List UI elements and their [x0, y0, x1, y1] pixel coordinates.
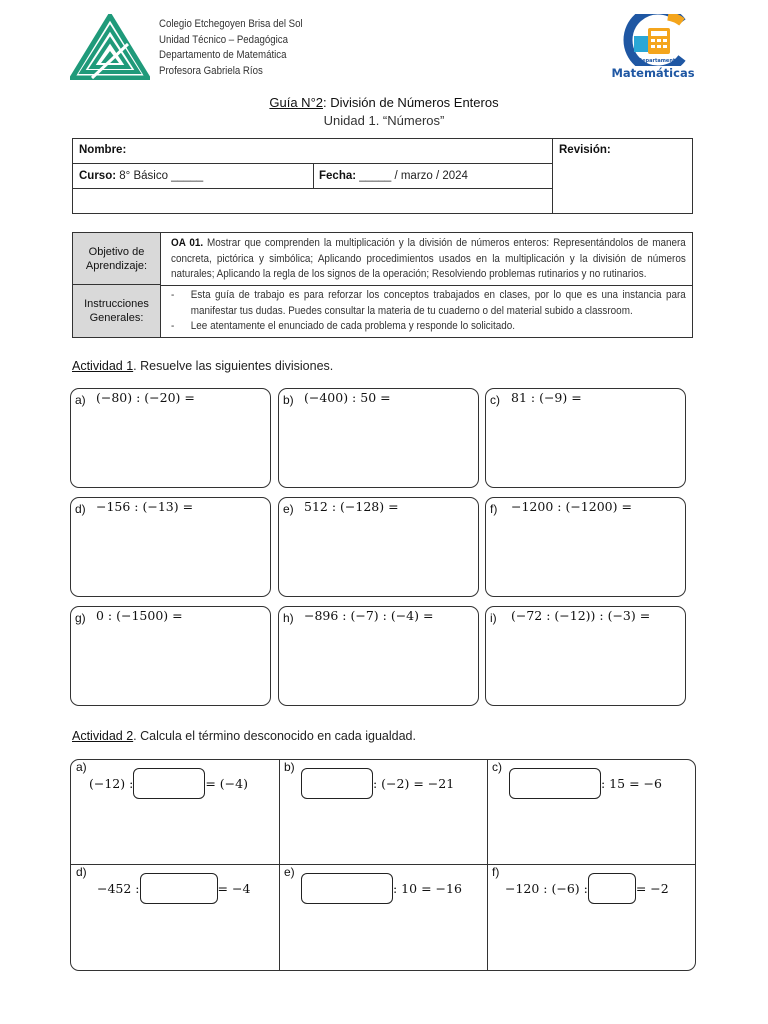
fecha-value[interactable]: _____ / marzo / 2024 [356, 170, 468, 182]
answer-box-i[interactable]: i) (−72 : (−12)) : (−3) = [485, 606, 686, 706]
equation-e: e) : 10 = −16 [279, 865, 487, 969]
answer-box-e[interactable]: e) 512 : (−128) = [278, 497, 479, 597]
answer-box-d[interactable]: d) −156 : (−13) = [70, 497, 271, 597]
unknown-input-e[interactable] [301, 873, 393, 904]
unknown-input-c[interactable] [509, 768, 601, 799]
logo-small-text: Departamento [638, 58, 679, 64]
instructions-list [171, 288, 686, 335]
nombre-label: Nombre: [79, 144, 127, 156]
school-unit: Unidad Técnico – Pedagógica [159, 33, 288, 46]
unknown-input-a[interactable] [133, 768, 205, 799]
answer-box-b[interactable]: b) (−400) : 50 = [278, 388, 479, 488]
math-department-logo [608, 14, 698, 82]
guide-topic: : División de Números Enteros [323, 95, 499, 110]
equation-f: f) −120 : (−6) : = −2 [487, 865, 695, 969]
school-name: Colegio Etchegoyen Brisa del Sol [159, 18, 303, 30]
answer-box-a[interactable]: a) (−80) : (−20) = [70, 388, 271, 488]
instruction-item: - Lee atentamente el enunciado de cada problema y responde lo solicitado. [171, 320, 515, 332]
page-title [0, 95, 768, 110]
answer-box-g[interactable]: g) 0 : (−1500) = [70, 606, 271, 706]
instruction-item: - Esta guía de trabajo es para reforzar los conceptos trabajados en clases, por lo que es una instancia para manifestar tus dudas. Puedes consultar la materia de tu cuaderno o del material subido a classroom. [171, 289, 686, 317]
logo-text: Matemáticas [611, 66, 695, 80]
fecha-label: Fecha: [319, 170, 357, 182]
school-department: Departamento de Matemática [159, 49, 287, 61]
unknown-input-d[interactable] [140, 873, 218, 904]
objective-label: Objetivo de Aprendizaje: [73, 233, 161, 285]
page-subtitle: Unidad 1. “Números” [323, 113, 445, 128]
activity2-heading: Actividad 2. Calcula el término desconocido en cada igualdad. [72, 729, 416, 743]
equation-b: b) : (−2) = −21 [279, 760, 487, 864]
equation-d: d) −452 : = −4 [71, 865, 279, 969]
school-teacher: Profesora Gabriela Ríos [159, 64, 263, 77]
answer-box-f[interactable]: f) −1200 : (−1200) = [485, 497, 686, 597]
curso-value[interactable]: 8° Básico _____ [116, 170, 204, 182]
revision-label: Revisión: [559, 144, 611, 156]
activity1-heading: Actividad 1. Resuelve las siguientes divisiones. [72, 359, 334, 373]
unknown-input-b[interactable] [301, 768, 373, 799]
student-info-table [72, 138, 693, 214]
school-logo [70, 14, 150, 80]
guide-number: Guía N°2 [269, 95, 324, 110]
answer-box-c[interactable]: c) 81 : (−9) = [485, 388, 686, 488]
curso-label: Curso: [79, 170, 117, 182]
equation-a: a) (−12) : = (−4) [71, 760, 279, 864]
instructions-label: Instrucciones Generales: [73, 285, 161, 337]
school-info [159, 17, 303, 79]
objective-text: OA 01. Mostrar que comprenden la multiplicación y la división de números enteros: Representándolos de manera concreta, pictórica y simbólica; Aplicando procedimientos usados en la multiplicación y la división de números naturales; Aplicando la regla de los signos de la operación; Resolviendo problemas rutinarios y no rutinarios. [171, 237, 686, 280]
objectives-table [72, 232, 693, 338]
equation-c: c) : 15 = −6 [487, 760, 695, 864]
activity2-grid [70, 759, 696, 971]
answer-box-h[interactable]: h) −896 : (−7) : (−4) = [278, 606, 479, 706]
unknown-input-f[interactable] [588, 873, 636, 904]
